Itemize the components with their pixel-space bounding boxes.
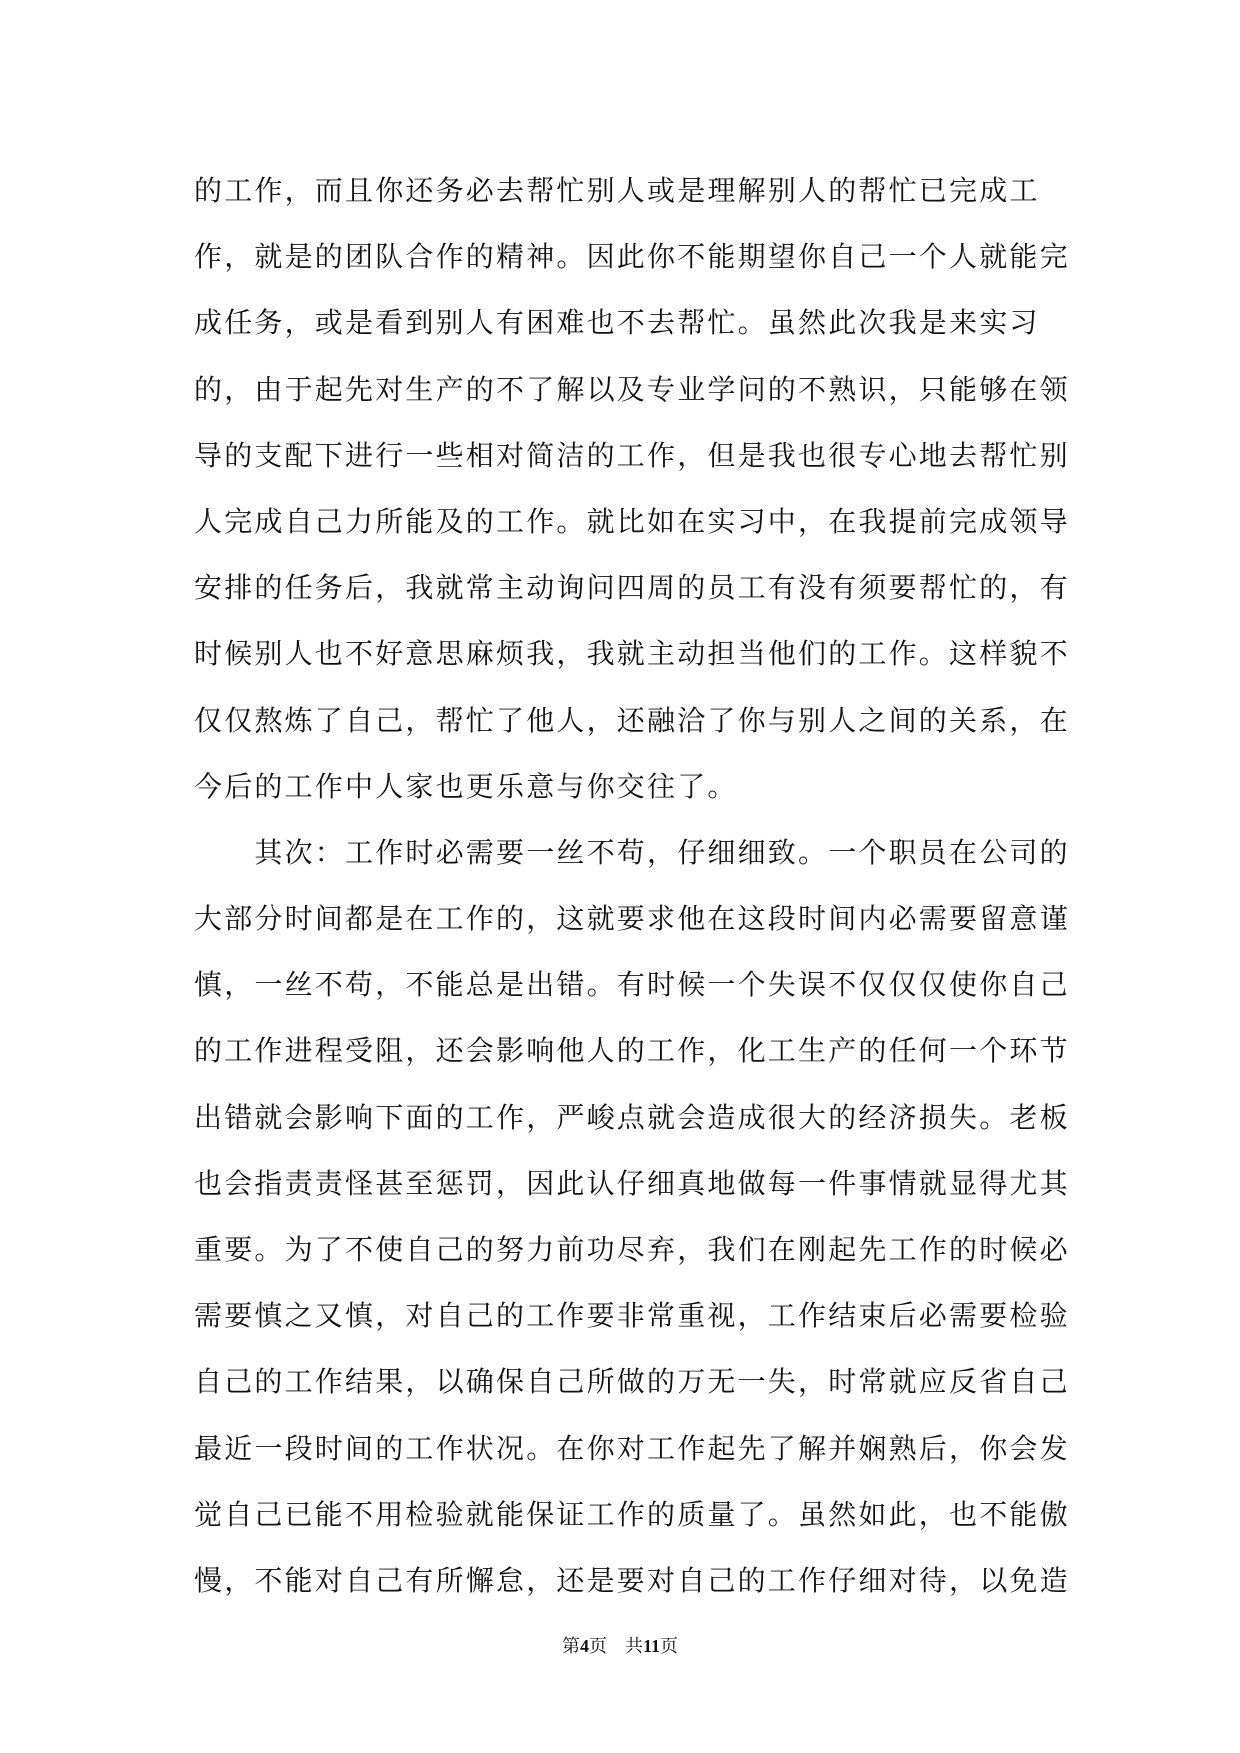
text-line: 觉自己已能不用检验就能保证工作的质量了。虽然如此，也不能傲 xyxy=(194,1497,1070,1531)
text-line: 导的支配下进行一些相对简洁的工作，但是我也很专心地去帮忙别 xyxy=(194,438,1070,472)
text-line: 需要慎之又慎，对自己的工作要非常重视，工作结束后必需要检验 xyxy=(194,1299,1070,1333)
text-line: 的工作，而且你还务必去帮忙别人或是理解别人的帮忙已完成工 xyxy=(194,174,1040,207)
body-text xyxy=(194,158,1070,1614)
text-line: 的，由于起先对生产的不了解以及专业学问的不熟识，只能够在领 xyxy=(194,372,1070,406)
text-line: 也会指责责怪甚至惩罚，因此认仔细真地做每一件事情就显得尤其 xyxy=(194,1166,1070,1200)
page-suffix: 页 xyxy=(588,1636,607,1656)
text-line: 大部分时间都是在工作的，这就要求他在这段时间内必需要留意谨 xyxy=(194,902,1070,936)
text-line: 出错就会影响下面的工作，严峻点就会造成很大的经济损失。老板 xyxy=(194,1100,1070,1134)
total-suffix: 页 xyxy=(660,1636,678,1656)
text-line: 今后的工作中人家也更乐意与你交往了。 xyxy=(194,769,738,803)
text-line: 慎，一丝不苟，不能总是出错。有时候一个失误不仅仅仅使你自己 xyxy=(194,968,1070,1002)
text-line: 时候别人也不好意思麻烦我，我就主动担当他们的工作。这样貌不 xyxy=(194,637,1070,671)
text-line: 作，就是的团队合作的精神。因此你不能期望你自己一个人就能完 xyxy=(194,240,1070,274)
text-line: 成任务，或是看到别人有困难也不去帮忙。虽然此次我是来实习 xyxy=(194,306,1040,340)
page-footer xyxy=(0,1632,1240,1658)
text-line: 仅仅熬炼了自己，帮忙了他人，还融洽了你与别人之间的关系，在 xyxy=(194,703,1070,737)
text-line: 的工作进程受阻，还会影响他人的工作，化工生产的任何一个环节 xyxy=(194,1034,1070,1068)
text-line: 自己的工作结果，以确保自己所做的万无一失，时常就应反省自己 xyxy=(194,1365,1070,1399)
text-line: 慢，不能对自己有所懈怠，还是要对自己的工作仔细对待，以免造 xyxy=(194,1563,1070,1597)
text-line: 安排的任务后，我就常主动询问四周的员工有没有须要帮忙的，有 xyxy=(194,571,1070,605)
page-prefix: 第 xyxy=(561,1636,580,1656)
text-line: 其次：工作时必需要一丝不苟，仔细细致。一个职员在公司的 xyxy=(194,835,1070,869)
total-prefix: 共 xyxy=(624,1636,643,1656)
total-pages: 11 xyxy=(642,1636,660,1656)
text-line: 最近一段时间的工作状况。在你对工作起先了解并娴熟后，你会发 xyxy=(194,1431,1070,1465)
text-line: 人完成自己力所能及的工作。就比如在实习中，在我提前完成领导 xyxy=(194,504,1070,538)
text-line: 重要。为了不使自己的努力前功尽弃，我们在刚起先工作的时候必 xyxy=(194,1233,1070,1266)
page-number: 4 xyxy=(579,1636,589,1656)
